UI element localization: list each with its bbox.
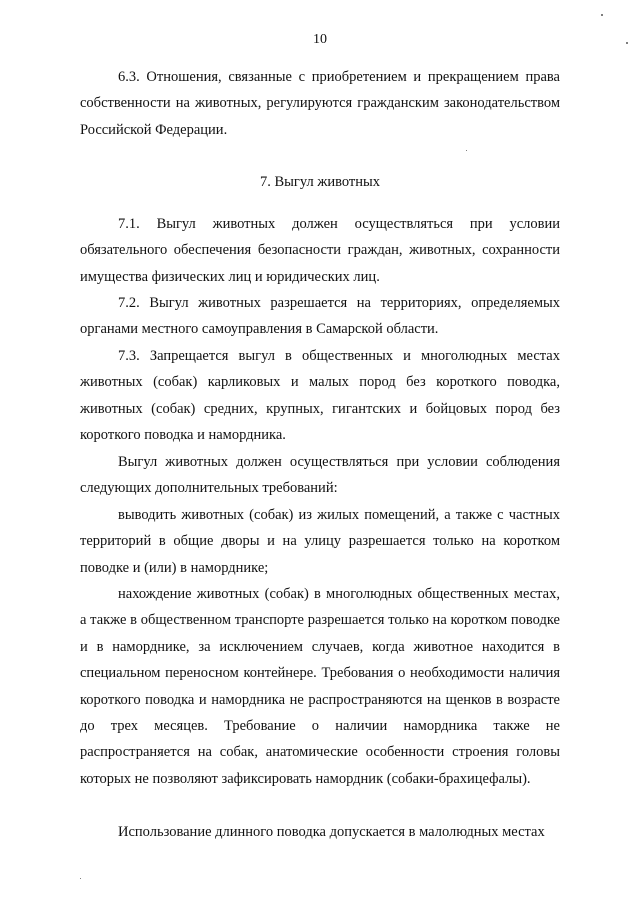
paragraph-6-3: 6.3. Отношения, связанные с приобретением и прекращением права собственности на животных, регулируются гражданским законодательством Российской Федерации. bbox=[80, 69, 560, 138]
scan-speck bbox=[80, 878, 81, 879]
scan-speck bbox=[601, 14, 603, 16]
paragraph-crowded-places: нахождение животных (собак) в многолюдных общественных местах, а также в общественном транспорте разрешается только на коротком поводке и в наморднике, за исключением случаев, когда животное находится в специальном переносном контейнере. Требования о необходимости наличия короткого поводка и намордника не распространяются на щенков в возрасте до трех месяцев. Требование о наличии намордника также не распространяется на собак, анатомические особенности строения головы которых не позволяют зафиксировать намордник (собаки-брахицефалы). bbox=[80, 586, 560, 787]
paragraph-7-1: 7.1. Выгул животных должен осуществляться при условии обязательного обеспечения безопасности граждан, животных, сохранности имущества физических лиц и юридических лиц. bbox=[80, 216, 560, 285]
scan-speck bbox=[626, 42, 628, 44]
section-heading: 7. Выгул животных bbox=[259, 174, 380, 190]
paragraph-walk-out: выводить животных (собак) из жилых помещений, а также с частных территорий в общие дворы и на улицу разрешается только на коротком поводке и (или) в наморднике; bbox=[80, 507, 560, 576]
paragraph-requirements: Выгул животных должен осуществляться при условии соблюдения следующих дополнительных требований: bbox=[80, 454, 560, 497]
paragraph-7-2: 7.2. Выгул животных разрешается на территориях, определяемых органами местного самоуправления в Самарской области. bbox=[80, 295, 560, 338]
paragraph-7-3: 7.3. Запрещается выгул в общественных и многолюдных местах животных (собак) карликовых и малых пород без короткого поводка, животных (собак) средних, крупных, гигантских и бойцовых пород без короткого поводка и намордника. bbox=[80, 348, 560, 444]
page-number: 10 bbox=[313, 32, 327, 47]
paragraph-long-leash: Использование длинного поводка допускается в малолюдных местах bbox=[118, 824, 545, 840]
scan-speck bbox=[466, 150, 467, 151]
